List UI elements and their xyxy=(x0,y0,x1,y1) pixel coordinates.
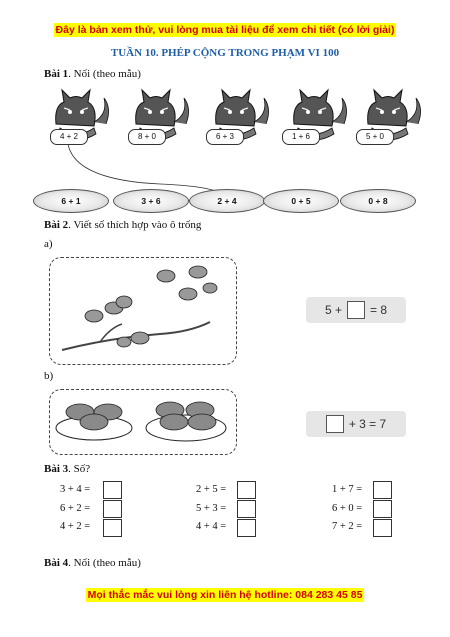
bai3-item: 1 + 7 = xyxy=(332,484,363,495)
answer-box[interactable] xyxy=(237,500,256,518)
header-banner-text: Đây là bản xem thử, vui lòng mua tài liệu để xem chi tiết (có lời giải) xyxy=(55,24,395,36)
footer-banner xyxy=(0,589,450,601)
plate-4[interactable]: 0 + 5 xyxy=(263,189,339,213)
plate-5[interactable]: 0 + 8 xyxy=(340,189,416,213)
cat-tag-4[interactable]: 1 + 6 xyxy=(282,129,320,145)
bai3-item: 4 + 2 = xyxy=(60,521,91,532)
bai4-heading xyxy=(44,557,141,569)
cat-tag-1[interactable]: 4 + 2 xyxy=(50,129,88,145)
bai3-item: 6 + 2 = xyxy=(60,503,91,514)
equation-a xyxy=(306,297,406,323)
plate-1[interactable]: 6 + 1 xyxy=(33,189,109,213)
cat-tag-3[interactable]: 6 + 3 xyxy=(206,129,244,145)
header-banner xyxy=(0,24,450,36)
bai3-item: 3 + 4 = xyxy=(60,484,91,495)
mooncakes-illustration xyxy=(50,390,236,454)
bai1-instruction: . Nối (theo mẫu) xyxy=(68,68,141,80)
plate-3[interactable]: 2 + 4 xyxy=(189,189,265,213)
footer-banner-text: Mọi thắc mắc vui lòng xin liên hệ hotline: 084 283 45 85 xyxy=(87,589,363,601)
cat-tag-5[interactable]: 5 + 0 xyxy=(356,129,394,145)
answer-box[interactable] xyxy=(373,481,392,499)
bai4-label: Bài 4 xyxy=(44,557,69,569)
answer-box[interactable] xyxy=(103,481,122,499)
bai2-label: Bài 2 xyxy=(44,219,69,231)
eq-a-right: = 8 xyxy=(370,303,388,317)
bai3-item: 6 + 0 = xyxy=(332,503,363,514)
equation-b xyxy=(306,411,406,437)
bai1-heading xyxy=(44,68,141,80)
answer-box[interactable] xyxy=(373,500,392,518)
eq-b-right: + 3 = 7 xyxy=(348,417,387,431)
eq-a-blank[interactable] xyxy=(347,301,365,319)
bai3-item: 2 + 5 = xyxy=(196,484,227,495)
answer-box[interactable] xyxy=(103,500,122,518)
eq-b-blank[interactable] xyxy=(326,415,344,433)
bai2-instruction: . Viết số thích hợp vào ô trống xyxy=(68,219,202,231)
eq-a-left: 5 + xyxy=(324,303,342,317)
answer-box[interactable] xyxy=(373,519,392,537)
cat-tag-2[interactable]: 8 + 0 xyxy=(128,129,166,145)
bai3-item: 7 + 2 = xyxy=(332,521,363,532)
bai2-heading xyxy=(44,219,201,231)
bai3-item: 4 + 4 = xyxy=(196,521,227,532)
answer-box[interactable] xyxy=(237,481,256,499)
bai3-item: 5 + 3 = xyxy=(196,503,227,514)
bai2-part-b: b) xyxy=(44,370,54,382)
birds-picture-box xyxy=(49,257,237,365)
bai3-label: Bài 3 xyxy=(44,463,69,475)
answer-box[interactable] xyxy=(103,519,122,537)
bai1-label: Bài 1 xyxy=(44,68,69,80)
page-title: TUẦN 10. PHÉP CỘNG TRONG PHẠM VI 100 xyxy=(110,47,340,59)
bai3-heading xyxy=(44,463,90,475)
bai2-part-a: a) xyxy=(44,238,53,250)
plate-2[interactable]: 3 + 6 xyxy=(113,189,189,213)
answer-box[interactable] xyxy=(237,519,256,537)
bai3-instruction: . Số? xyxy=(68,463,91,475)
bai4-instruction: . Nối (theo mẫu) xyxy=(68,557,141,569)
cakes-picture-box xyxy=(49,389,237,455)
birds-illustration xyxy=(50,258,236,364)
